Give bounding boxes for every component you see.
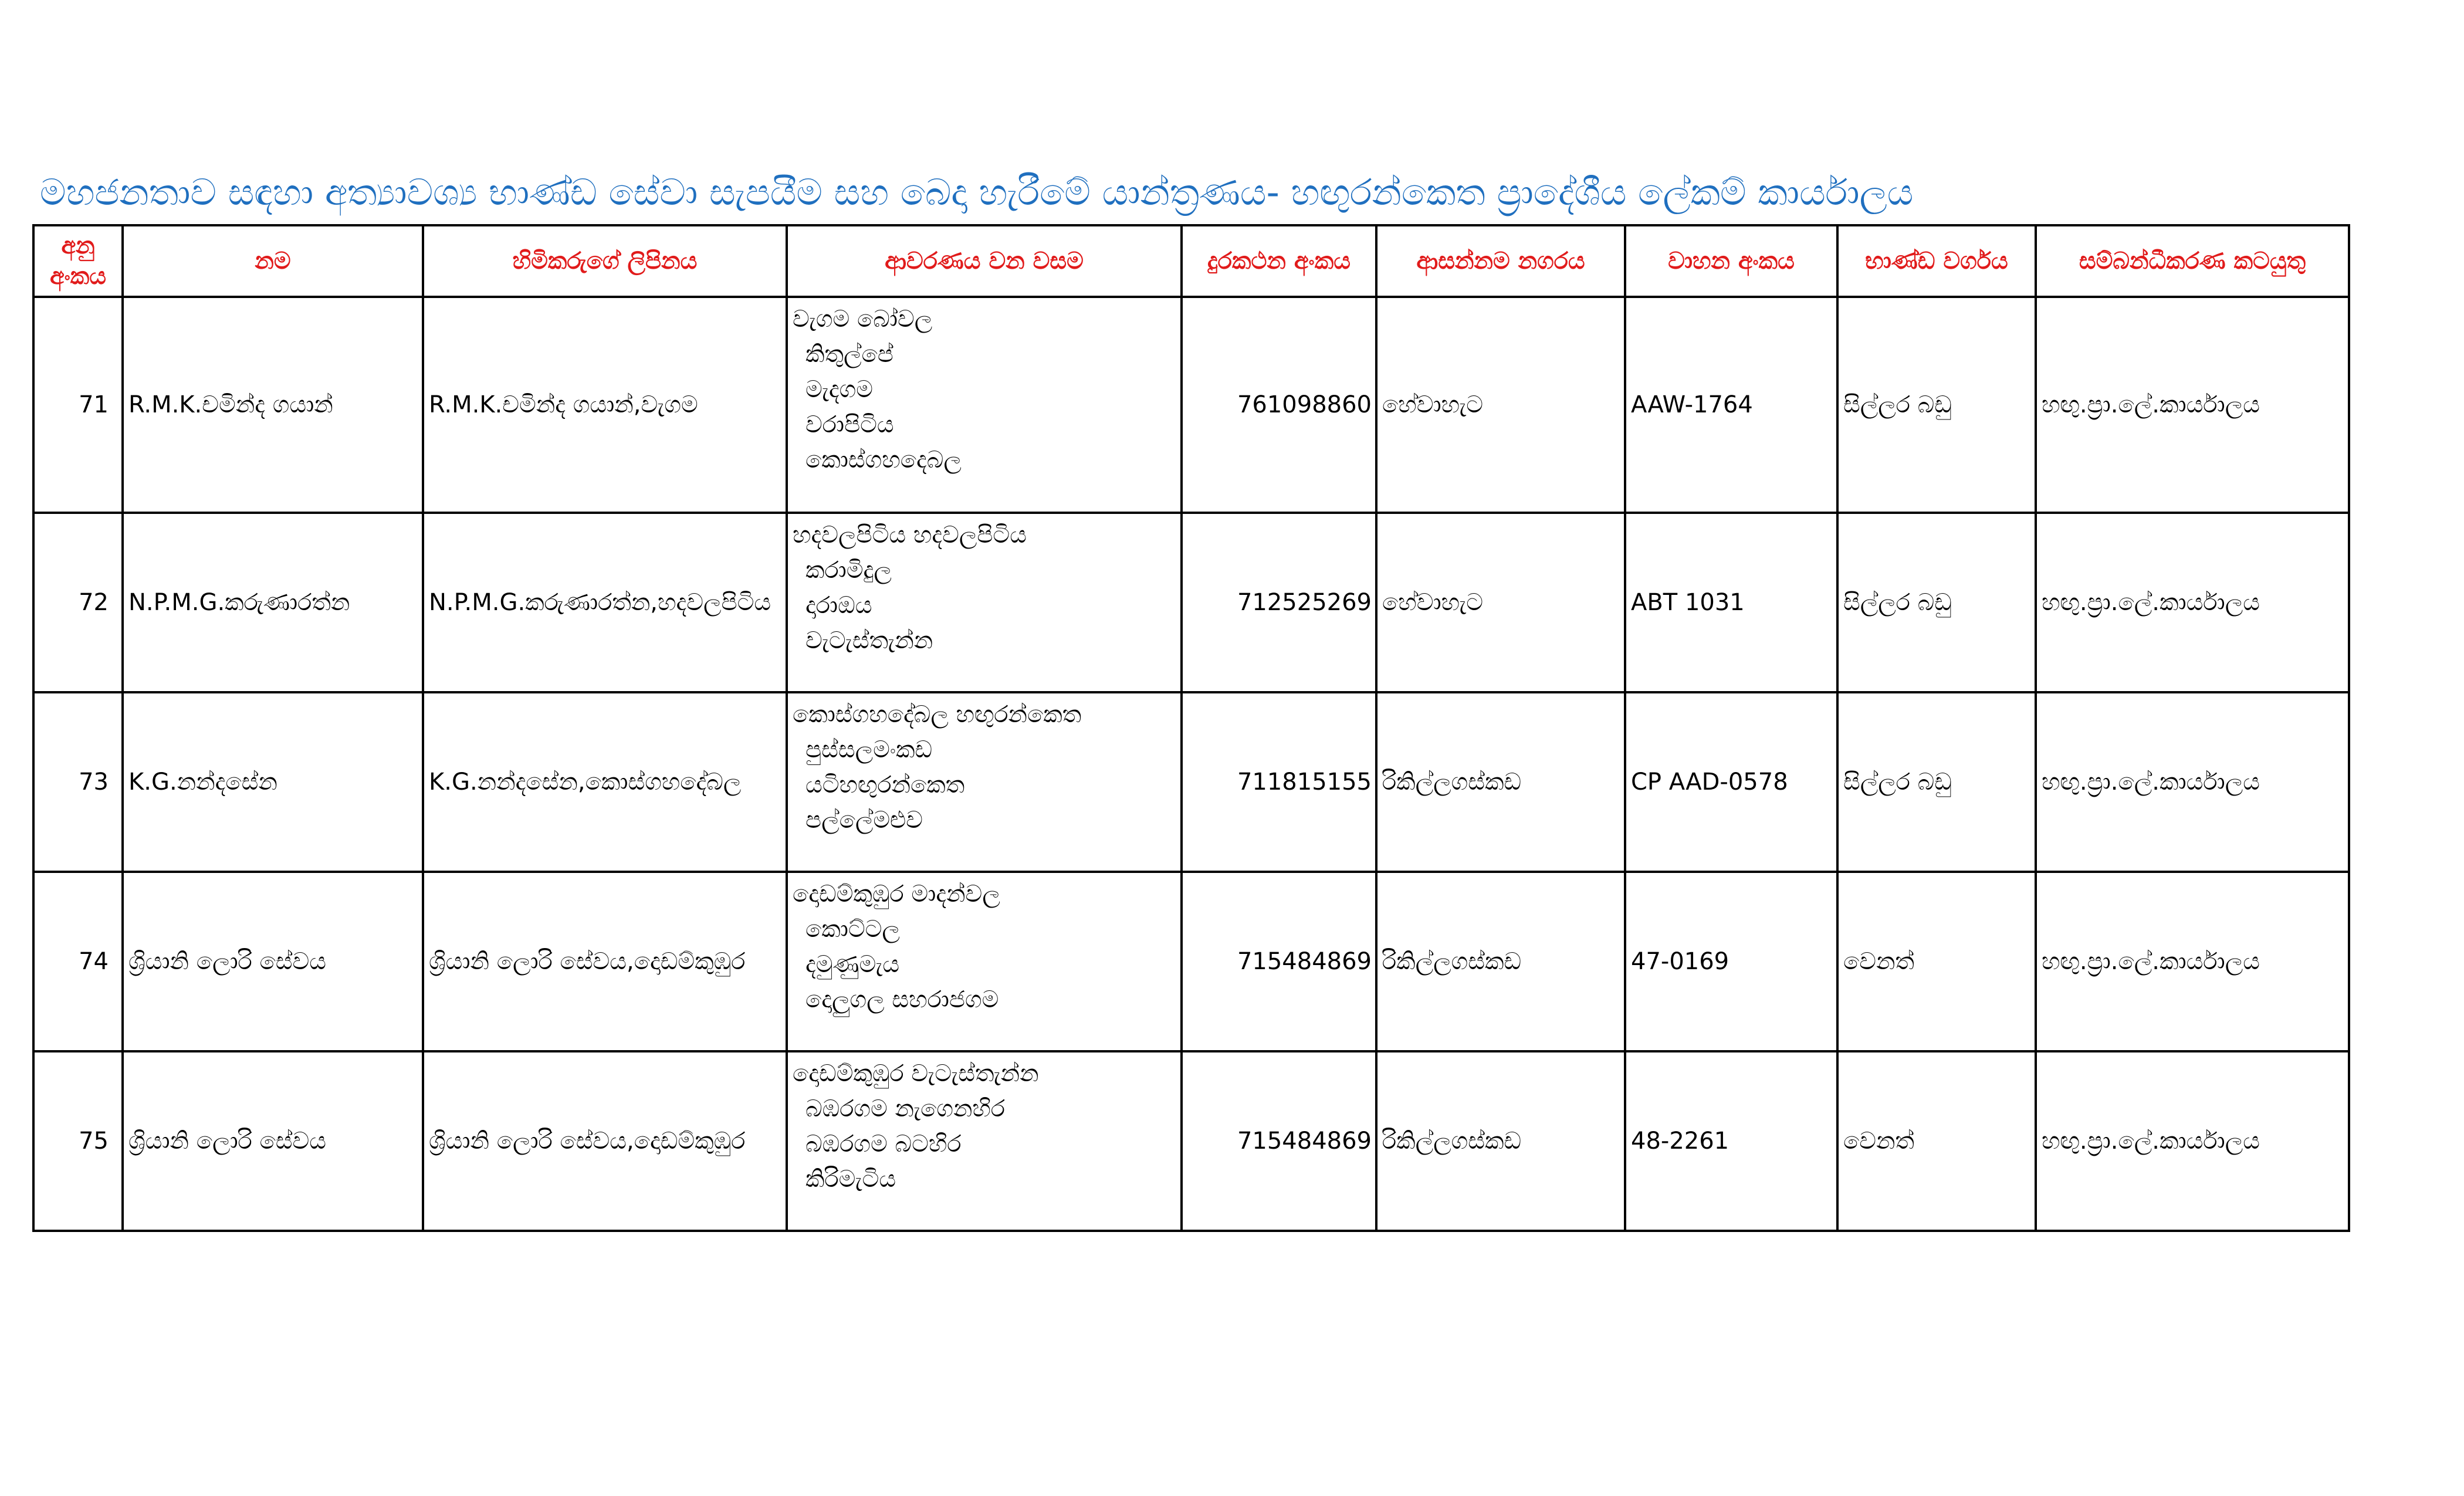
table-header-row — [33, 225, 2349, 297]
row-name: R.M.K.චමින්ද ගයාන් — [123, 297, 423, 513]
row-name: K.G.නන්දසේන — [123, 692, 423, 872]
row-name: ශ්‍රියානි ලොරි සේවය — [123, 872, 423, 1051]
row-phone: 712525269 — [1182, 513, 1376, 692]
header-phone: දුරකථන අංකය — [1182, 225, 1376, 297]
table-row — [33, 1051, 2349, 1231]
row-coordinator: හඟු.ප්‍රා.ලේ.කාර්යාලය — [2036, 692, 2349, 872]
row-coordinator: හඟු.ප්‍රා.ලේ.කාර්යාලය — [2036, 872, 2349, 1051]
coverage-area: දොඩම්කුඹුර වැටැස්තැන්න — [793, 1060, 1039, 1087]
header-coordinator: සම්බන්ධීකරණ කටයුතු — [2036, 225, 2349, 297]
coverage-area: දාරාඔය — [805, 592, 872, 619]
coverage-area: දොලුගල සහරාජගම — [805, 986, 999, 1013]
row-address: ශ්‍රියානි ලොරි සේවය,දොඩම්කුඹුර — [423, 1051, 787, 1231]
coverage-area: කරාමිදුල — [805, 557, 892, 584]
row-town: හේවාහැට — [1376, 513, 1625, 692]
row-goods: සිල්ලර බඩු — [1837, 297, 2036, 513]
row-name: ශ්‍රියානි ලොරි සේවය — [123, 1051, 423, 1231]
row-coverage — [787, 872, 1182, 1051]
distribution-table — [32, 224, 2350, 1232]
row-coverage — [787, 1051, 1182, 1231]
header-vehicle: වාහන අංකය — [1625, 225, 1837, 297]
row-town: හේවාහැට — [1376, 297, 1625, 513]
row-coordinator: හඟු.ප්‍රා.ලේ.කාර්යාලය — [2036, 513, 2349, 692]
row-no: 71 — [33, 297, 123, 513]
row-town: රිකිල්ලගස්කඩ — [1376, 872, 1625, 1051]
row-goods: වෙනත් — [1837, 1051, 2036, 1231]
coverage-area: කොස්ගහදේබල හඟුරන්කෙත — [793, 701, 1082, 728]
coverage-area: දොඩම්කුඹුර මාදන්වල — [793, 881, 1000, 908]
row-goods: සිල්ලර බඩු — [1837, 692, 2036, 872]
coverage-area: යටිහඟුරන්කෙත — [805, 771, 965, 798]
row-vehicle: 47-0169 — [1625, 872, 1837, 1051]
row-address: ශ්‍රියානි ලොරි සේවය,දොඩම්කුඹුර — [423, 872, 787, 1051]
coverage-area: මැදගම — [805, 376, 874, 403]
row-address: R.M.K.චමින්ද ගයාන්,වැගම — [423, 297, 787, 513]
row-no: 74 — [33, 872, 123, 1051]
row-no: 75 — [33, 1051, 123, 1231]
page-title: මහජනතාව සඳහා අත්‍යාවශ්‍ය භාණ්ඩ සේවා සැපයීම සහ බෙදා හැරීමේ යාන්ත්‍රණය- හඟුරන්කෙත ප්‍රාදේශීය ලේකම් කාර්යාලය — [40, 171, 1914, 214]
row-town: රිකිල්ලගස්කඩ — [1376, 1051, 1625, 1231]
row-vehicle: ABT 1031 — [1625, 513, 1837, 692]
table-row — [33, 513, 2349, 692]
coverage-area: හදවලපිටිය හදවලපිටිය — [793, 522, 1027, 549]
coverage-area: වැගම බෝවල — [793, 306, 933, 333]
row-goods: සිල්ලර බඩු — [1837, 513, 2036, 692]
row-phone: 715484869 — [1182, 1051, 1376, 1231]
row-coverage — [787, 297, 1182, 513]
row-no: 72 — [33, 513, 123, 692]
coverage-area: පුස්සලමංකඩ — [805, 736, 933, 763]
table-row — [33, 872, 2349, 1051]
row-address: N.P.M.G.කරුණාරත්න,හදවලපිටිය — [423, 513, 787, 692]
row-name: N.P.M.G.කරුණාරත්න — [123, 513, 423, 692]
table-row — [33, 692, 2349, 872]
header-name: නම — [123, 225, 423, 297]
row-vehicle: 48-2261 — [1625, 1051, 1837, 1231]
coverage-area: වරාපිටිය — [805, 411, 894, 438]
coverage-area: බඹරගම බටහිර — [805, 1131, 962, 1157]
row-vehicle: AAW-1764 — [1625, 297, 1837, 513]
header-nearest-town: ආසන්නම නගරය — [1376, 225, 1625, 297]
row-phone: 715484869 — [1182, 872, 1376, 1051]
coverage-area: වැටැස්තැන්න — [805, 627, 933, 654]
row-vehicle: CP AAD-0578 — [1625, 692, 1837, 872]
row-goods: වෙනත් — [1837, 872, 2036, 1051]
coverage-area: දමුණුමැය — [805, 951, 900, 978]
row-coordinator: හඟු.ප්‍රා.ලේ.කාර්යාලය — [2036, 297, 2349, 513]
row-address: K.G.නන්දසේන,කොස්ගහදේබල — [423, 692, 787, 872]
coverage-area: කොස්ගහදෙබල — [805, 446, 962, 473]
coverage-area: කොට්ටල — [805, 916, 900, 943]
row-phone: 761098860 — [1182, 297, 1376, 513]
header-goods-type: භාණ්ඩ වර්ගය — [1837, 225, 2036, 297]
row-phone: 711815155 — [1182, 692, 1376, 872]
row-coverage — [787, 513, 1182, 692]
header-owner-address: හිමිකරුගේ ලිපිනය — [423, 225, 787, 297]
row-town: රිකිල්ලගස්කඩ — [1376, 692, 1625, 872]
header-coverage: ආවරණය වන වසම — [787, 225, 1182, 297]
coverage-area: කිතුල්පේ — [805, 341, 893, 368]
coverage-area: පල්ලේමළුව — [805, 807, 923, 834]
row-coordinator: හඟු.ප්‍රා.ලේ.කාර්යාලය — [2036, 1051, 2349, 1231]
row-coverage — [787, 692, 1182, 872]
table-row — [33, 297, 2349, 513]
coverage-area: බඹරගම නැගෙනහිර — [805, 1095, 1006, 1122]
coverage-area: කිරිමැටිය — [805, 1166, 896, 1193]
header-no: අනු අංකය — [33, 225, 123, 297]
row-no: 73 — [33, 692, 123, 872]
